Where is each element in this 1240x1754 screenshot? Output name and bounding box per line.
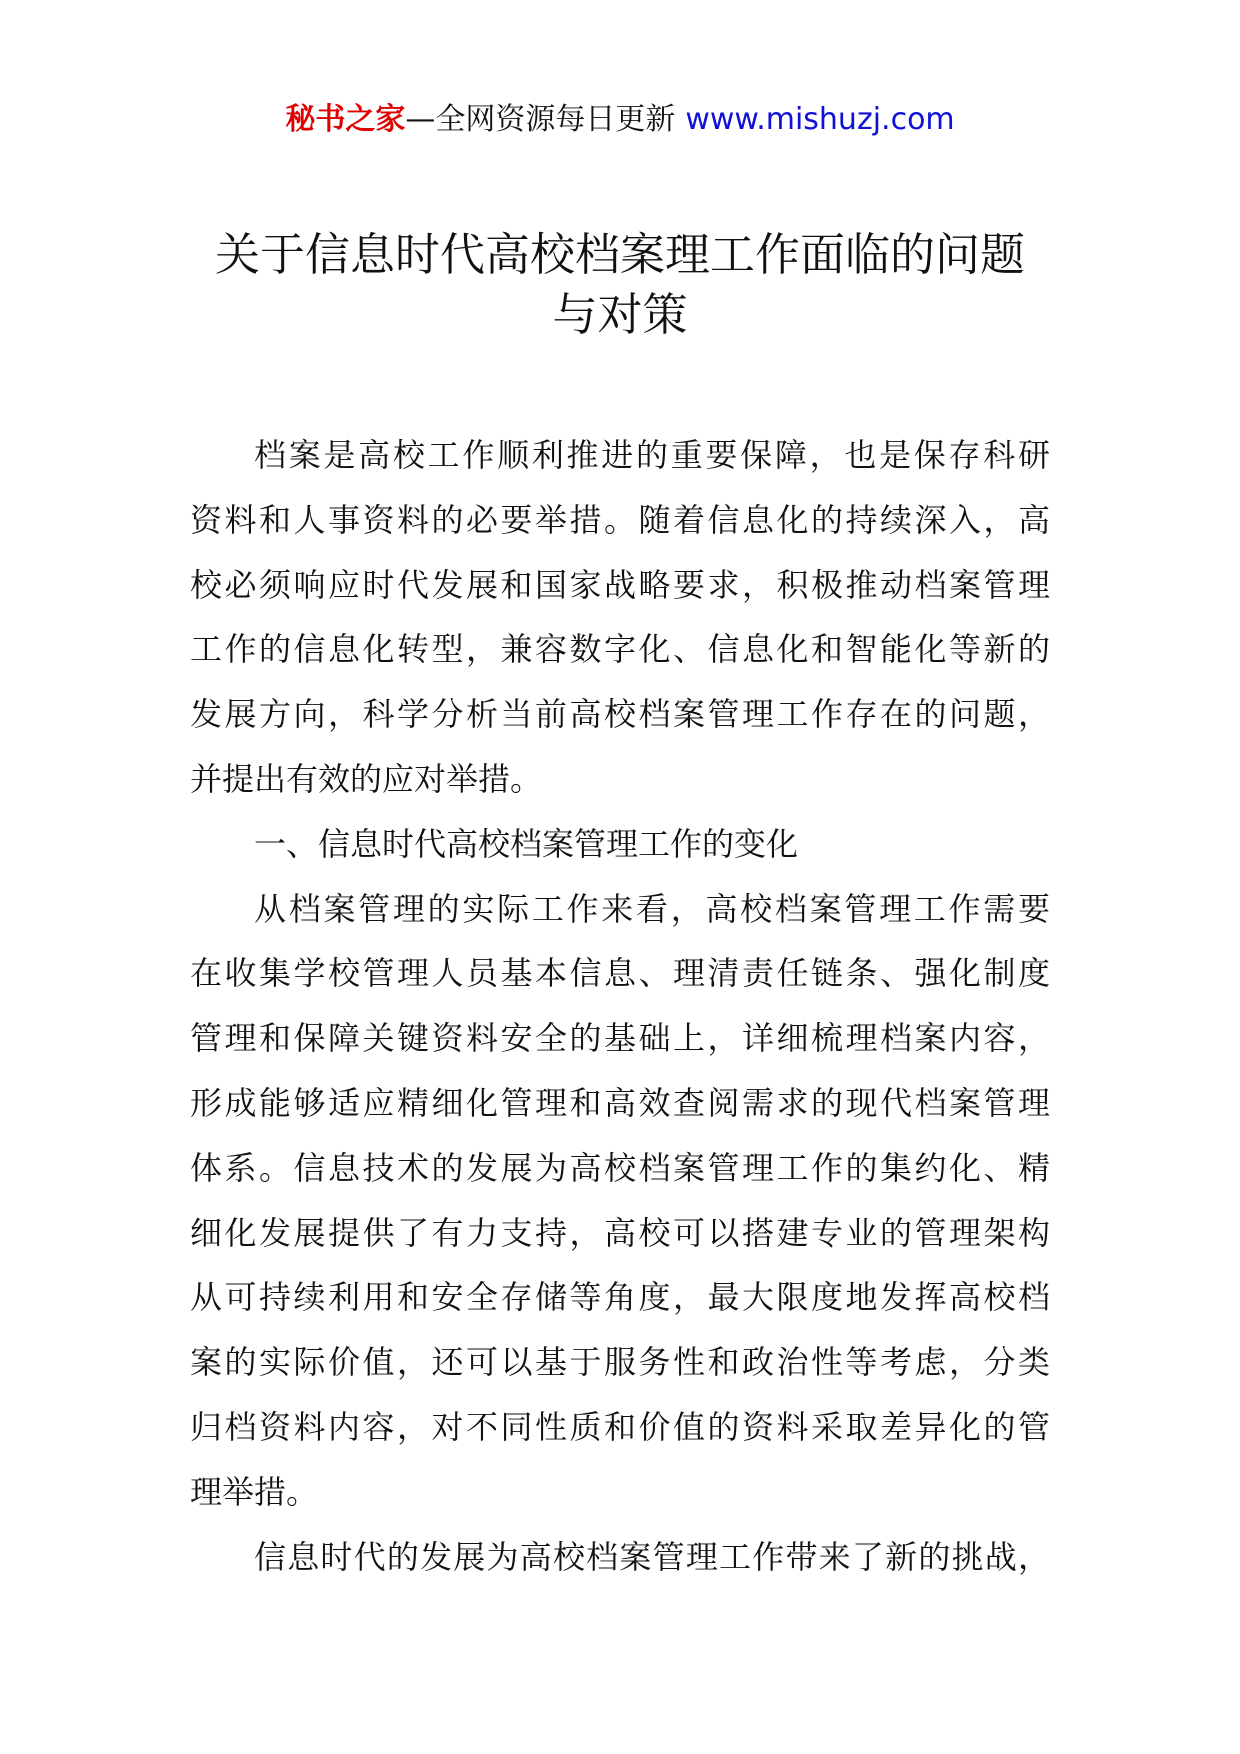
body-line: 形成能够适应精细化管理和高效查阅需求的现代档案管理 <box>190 1083 1050 1122</box>
brand-name: 秘书之家 <box>285 102 406 137</box>
site-header <box>0 100 1240 140</box>
body-line: 从可持续利用和安全存储等角度，最大限度地发挥高校档 <box>190 1278 1050 1317</box>
body-line: 案的实际价值，还可以基于服务性和政治性等考虑，分类 <box>190 1343 1050 1382</box>
title-line: 与对策 <box>552 288 688 341</box>
body-line: 档案是高校工作顺利推进的重要保障，也是保存科研 <box>254 436 1050 474</box>
body-line: 体系。信息技术的发展为高校档案管理工作的集约化、精 <box>190 1148 1050 1187</box>
body-line: 从档案管理的实际工作来看，高校档案管理工作需要 <box>254 889 1050 928</box>
body-line: 在收集学校管理人员基本信息、理清责任链条、强化制度 <box>190 954 1050 993</box>
body-line: 理举措。 <box>190 1472 319 1511</box>
body-line: 管理和保障关键资料安全的基础上，详细梳理档案内容， <box>190 1019 1050 1058</box>
body-line: 校必须响应时代发展和国家战略要求，积极推动档案管理 <box>190 565 1050 604</box>
document-title <box>150 225 1090 345</box>
section-heading: 一、信息时代高校档案管理工作的变化 <box>254 824 799 863</box>
body-line: 信息时代的发展为高校档案管理工作带来了新的挑战， <box>254 1537 1050 1576</box>
body-line: 资料和人事资料的必要举措。随着信息化的持续深入，高 <box>190 500 1050 539</box>
header-tagline: —全网资源每日更新 <box>405 102 676 137</box>
body-line: 归档资料内容，对不同性质和价值的资料采取差异化的管 <box>190 1407 1050 1446</box>
document-body <box>190 423 1050 1589</box>
title-line: 关于信息时代高校档案理工作面临的问题 <box>214 228 1025 281</box>
body-line: 发展方向，科学分析当前高校档案管理工作存在的问题， <box>190 695 1050 734</box>
body-line: 细化发展提供了有力支持，高校可以搭建专业的管理架构 <box>190 1213 1050 1252</box>
site-url-link[interactable]: www.mishuzj.com <box>685 102 955 137</box>
body-line: 工作的信息化转型，兼容数字化、信息化和智能化等新的 <box>190 630 1050 669</box>
body-line: 并提出有效的应对举措。 <box>190 759 543 798</box>
